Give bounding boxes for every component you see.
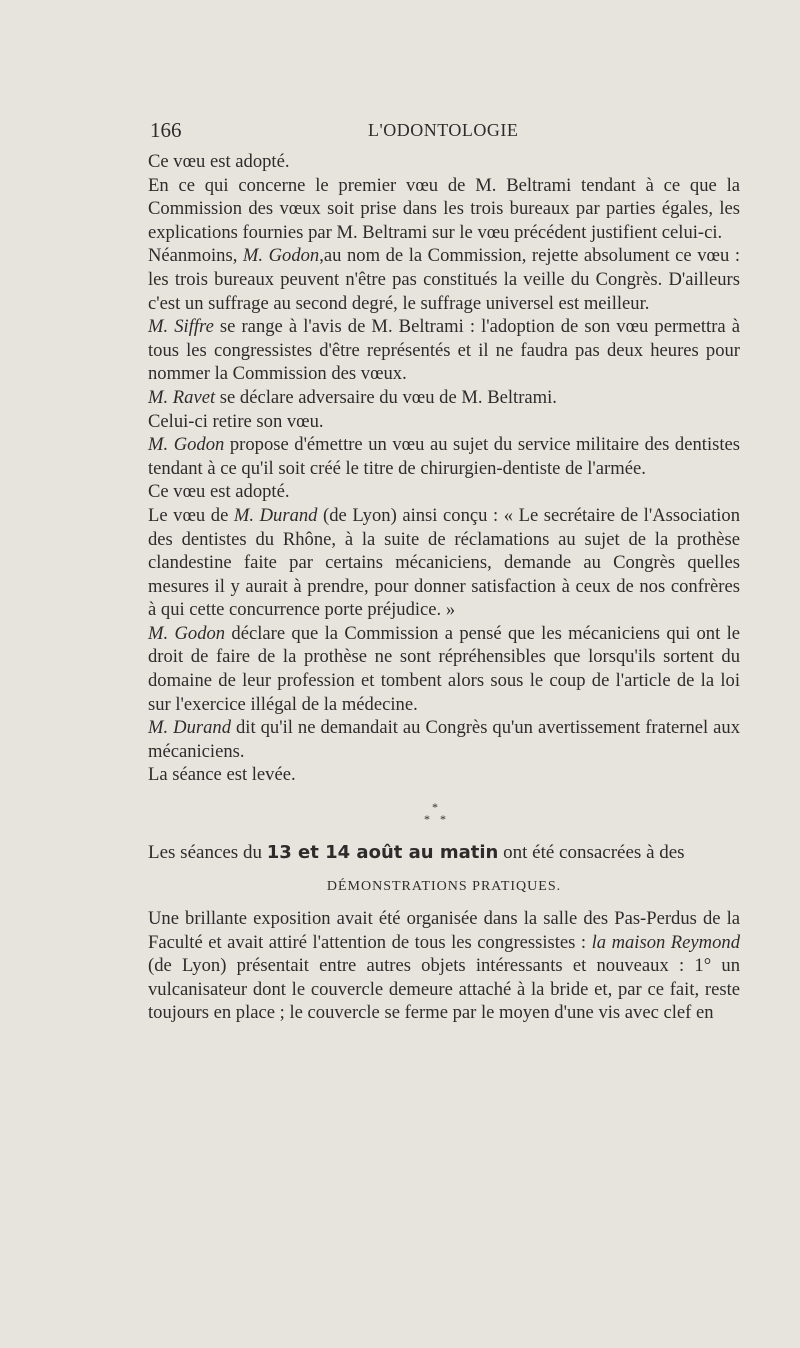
paragraph-godon-military: M. Godon propose d'émettre un vœu au sujet du service militaire des dentistes tendant à ce qu'il soit créé le titre de chirurgien-dentiste de l'armée. — [148, 434, 741, 479]
star-icon: * — [432, 800, 438, 815]
speaker-name: M. Godon — [242, 245, 320, 267]
paragraph-ravet: M. Ravet se déclare adversaire du vœu de M. Beltrami. — [148, 386, 557, 408]
session-line: Les séances du 13 et 14 août au matin ont été consacrées à des — [148, 842, 685, 864]
page-number: 166 — [150, 118, 182, 142]
speaker-name: M. Godon — [148, 622, 226, 644]
paragraph-durand-says: M. Durand dit qu'il ne demandait au Congrès qu'un avertissement fraternel aux mécaniciens. — [148, 717, 741, 762]
running-title: L'ODONTOLOGIE — [368, 120, 519, 140]
paragraph-siffre: M. Siffre se range à l'avis de M. Beltrami : l'adoption de son vœu permettra à tous les congressistes d'être représentés et il ne faudra pas deux heures pour nommer la Commission des vœux. — [148, 316, 740, 385]
paragraph-durand-wish: Le vœu de M. Durand (de Lyon) ainsi conçu : « Le secrétaire de l'Association des dentistes du Rhône, à la suite de réclamations au sujet de la prothèse clandestine faite par certains mécaniciens, demande au Congrès quelles mesures il y aurait à prendre, pour donner satisfaction à ceux de nos confrères à qui cette concurrence porte préjudice. » — [148, 504, 740, 621]
page-header — [150, 118, 740, 146]
paragraph-exposition: Une brillante exposition avait été organisée dans la salle des Pas-Perdus de la Faculté et avait attiré l'attention de tous les congressistes : la maison Reymond (de Lyon) présentait entre autres objets intéressants et nouveaux : 1° un vulcanisateur dont le couvercle demeure attaché à la bride et, par ce fait, reste toujours en place ; le couvercle se ferme par le moyen d'une vis avec clef en — [148, 908, 740, 1024]
star-icon: * — [424, 812, 430, 827]
speaker-name: M. Godon — [148, 434, 225, 456]
speaker-name: M. Siffre — [148, 316, 214, 338]
paragraph-vote-adopted: Ce vœu est adopté. — [148, 151, 290, 172]
speaker-name: M. Durand — [233, 504, 318, 526]
paragraph-godon-rejects: Néanmoins, M. Godon,au nom de la Commission, rejette absolument ce vœu : les trois bureaux peuvent n'être pas constitués la veille du Congrès. D'ailleurs c'est un suffrage au second degré, le suffrage universel est meilleur. — [148, 245, 740, 314]
paragraph-session-closed: La séance est levée. — [148, 764, 296, 786]
paragraph-withdraws: Celui-ci retire son vœu. — [148, 410, 324, 432]
session-dates: 13 et 14 août au matin — [266, 842, 499, 864]
speaker-name: M. Ravet — [148, 386, 216, 408]
star-icon: * — [440, 812, 446, 827]
speaker-name: M. Durand — [148, 717, 231, 739]
section-title: DÉMONSTRATIONS PRATIQUES. — [326, 879, 562, 895]
paragraph-beltrami-wish: En ce qui concerne le premier vœu de M. Beltrami tendant à ce que la Commission des vœux soit prise dans les trois bureaux par parties égales, les explications fournies par M. Beltrami sur le vœu précédent justifient celui-ci. — [148, 174, 740, 243]
paragraph-godon-declares: M. Godon déclare que la Commission a pensé que les mécaniciens qui ont le droit de faire de la prothèse ne sont répréhensibles que lorsqu'ils sortent du domaine de leur profession et tombent alors sous le coup de l'article de la loi sur l'exercice illégal de la médecine. — [148, 622, 740, 715]
asterism-separator — [148, 795, 740, 831]
company-name: la maison Reymond — [591, 931, 740, 953]
page-body — [148, 150, 740, 1025]
paragraph-vote-adopted-2: Ce vœu est adopté. — [148, 481, 290, 503]
